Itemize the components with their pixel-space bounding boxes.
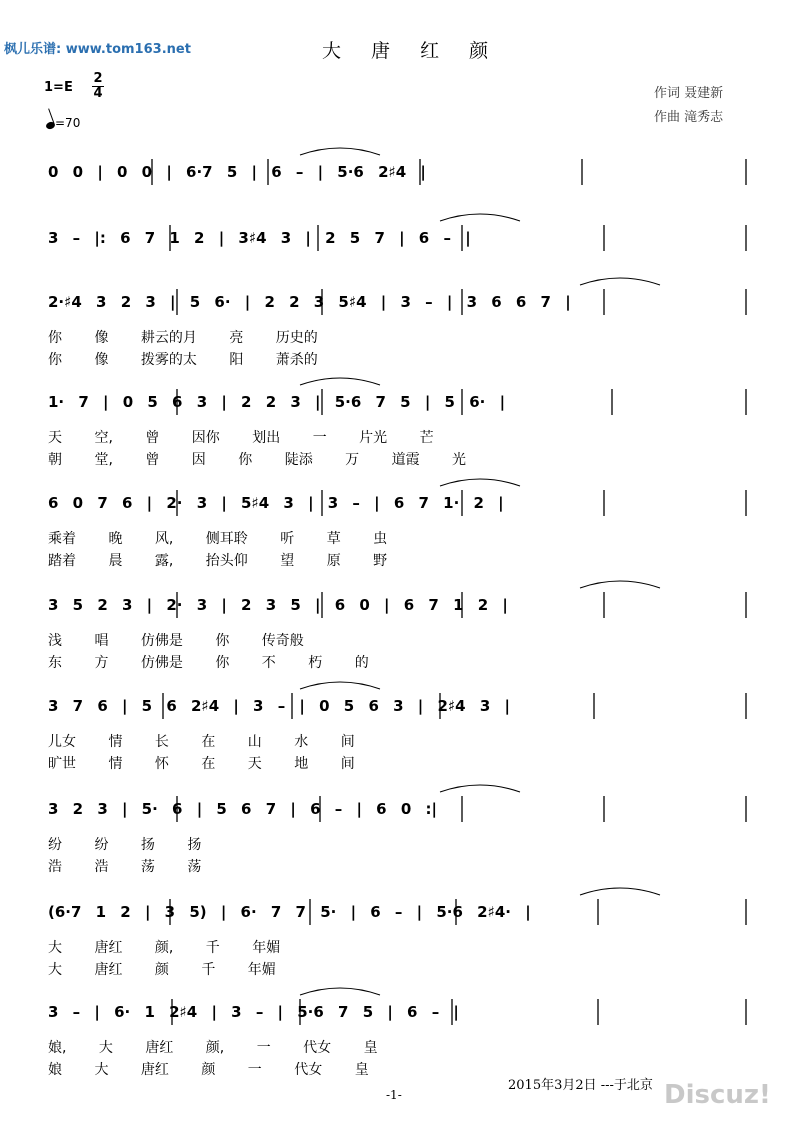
slur-mark (580, 888, 660, 895)
notation-row: 2·♯4 3 2 3 | 5 6· | 2 2 3 5♯4 | 3 – | 3 6 6 7 | (48, 293, 571, 311)
notation-row: 3 – | 6· 1 2♯4 | 3 – | 5·6 7 5 | 6 – | (48, 1003, 459, 1021)
notation-row: (6·7 1 2 | 3 5) | 6· 7 7 5· | 6 – | 5·6 2♯4· | (48, 903, 531, 921)
lyric-line-first: 天 空, 曾 因你 划出 一 片光 芒 (48, 430, 434, 446)
lyric-line-second: 娘 大 唐红 颜 一 代女 皇 (48, 1062, 369, 1078)
lyric-line-first: 乘着 晚 风, 侧耳聆 听 草 虫 (48, 531, 388, 547)
lyric-line-second: 你 像 拨雾的太 阳 萧杀的 (48, 352, 318, 368)
notation-row: 3 2 3 | 5· 6 | 5 6 7 | 6 – | 6 0 :| (48, 800, 437, 818)
slur-mark (300, 148, 380, 155)
tempo-value: =70 (55, 116, 81, 130)
lyric-line-first: 娘, 大 唐红 颜, 一 代女 皇 (48, 1040, 378, 1056)
slur-mark (440, 785, 520, 792)
lyric-line-first: 大 唐红 颜, 千 年媚 (48, 940, 281, 956)
lyricist: 作词 聂建新 (654, 86, 724, 101)
notation-row: 3 7 6 | 5 6 2♯4 | 3 – | 0 5 6 3 | 2♯4 3 | (48, 697, 510, 715)
slur-mark (580, 278, 660, 285)
site-link[interactable]: 枫儿乐谱: www.tom163.net (4, 42, 191, 57)
meter-top: 2 (93, 71, 103, 86)
meter-bottom: 4 (93, 86, 103, 101)
slur-mark (300, 988, 380, 995)
lyric-line-second: 朝 堂, 曾 因 你 陡添 万 道霞 光 (48, 452, 467, 468)
lyric-line-first: 纷 纷 扬 扬 (48, 837, 202, 853)
lyric-line-first: 儿女 情 长 在 山 水 间 (48, 734, 355, 750)
slur-mark (300, 682, 380, 689)
lyric-line-second: 踏着 晨 露, 抬头仰 望 原 野 (48, 553, 388, 569)
lyric-line-second: 大 唐红 颜 千 年媚 (48, 962, 276, 978)
page-number: -1- (386, 1088, 402, 1102)
slur-mark (440, 214, 520, 221)
lyric-line-first: 浅 唱 仿佛是 你 传奇般 (48, 633, 304, 649)
lyric-line-second: 浩 浩 荡 荡 (48, 859, 202, 875)
composer: 作曲 滝秀志 (654, 110, 724, 125)
lyric-line-second: 旷世 情 怀 在 天 地 间 (48, 756, 355, 772)
slur-mark (300, 378, 380, 385)
key-signature: 1=E (44, 80, 73, 95)
notation-row: 3 5 2 3 | 2· 3 | 2 3 5 | 6 0 | 6 7 1 2 | (48, 596, 508, 614)
lyric-line-second: 东 方 仿佛是 你 不 朽 的 (48, 655, 369, 671)
notation-row: 3 – |: 6 7 1 2 | 3♯4 3 | 2 5 7 | 6 – | (48, 229, 471, 247)
notation-row: 0 0 | 0 0 | 6·7 5 | 6 – | 5·6 2♯4 | (48, 163, 426, 181)
watermark-logo: Discuz! (664, 1080, 771, 1110)
page-title: 大 唐 红 颜 (322, 40, 501, 62)
notation-row: 6 0 7 6 | 2· 3 | 5♯4 3 | 3 – | 6 7 1· 2 | (48, 494, 504, 512)
date-note: 2015年3月2日 ---于北京 (508, 1078, 653, 1093)
slur-mark (440, 479, 520, 486)
slur-mark (580, 581, 660, 588)
lyric-line-first: 你 像 耕云的月 亮 历史的 (48, 330, 318, 346)
notation-row: 1· 7 | 0 5 6 3 | 2 2 3 | 5·6 7 5 | 5 6· | (48, 393, 506, 411)
